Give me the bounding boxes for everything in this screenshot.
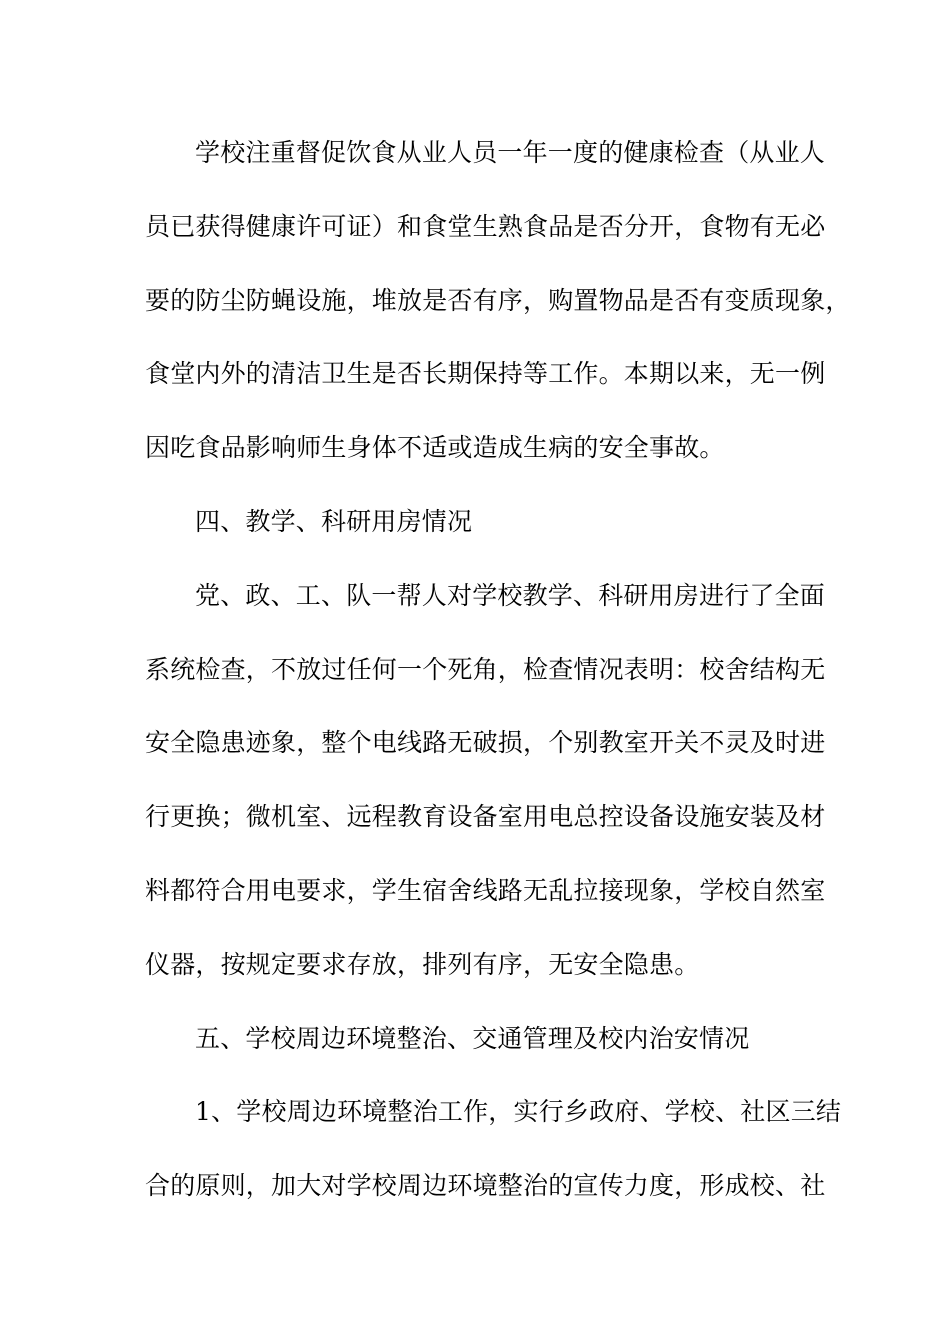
text-line: 料都符合用电要求，学生宿舍线路无乱拉接现象，学校自然室 (145, 875, 826, 905)
text-line: 系统检查，不放过任何一个死角，检查情况表明：校舍结构无 (145, 654, 826, 684)
text-line: 合的原则，加大对学校周边环境整治的宣传力度，形成校、社 (145, 1171, 826, 1201)
text-line: 仪器，按规定要求存放，排列有序，无安全隐患。 (145, 949, 700, 979)
text-line: 员已获得健康许可证）和食堂生熟食品是否分开，食物有无必 (145, 211, 826, 241)
text-line: 学校注重督促饮食从业人员一年一度的健康检查（从业人 (195, 138, 826, 167)
text-line: 要的防尘防蝇设施，堆放是否有序，购置物品是否有变质现象， (145, 285, 851, 315)
document-body (145, 133, 851, 1240)
text-line: 行更换；微机室、远程教育设备室用电总控设备设施安装及材 (145, 802, 826, 832)
section-heading: 五、学校周边环境整治、交通管理及校内治安情况 (195, 1023, 750, 1053)
text-line: 因吃食品影响师生身体不适或造成生病的安全事故。 (145, 433, 725, 463)
text-line: 安全隐患迹象，整个电线路无破损，个别教室开关不灵及时进 (145, 728, 826, 758)
section-heading: 四、教学、科研用房情况 (195, 506, 473, 536)
text-line: 1、学校周边环境整治工作，实行乡政府、学校、社区三结 (195, 1097, 842, 1127)
text-line: 食堂内外的清洁卫生是否长期保持等工作。本期以来，无一例 (145, 359, 826, 389)
text-line: 党、政、工、队一帮人对学校教学、科研用房进行了全面 (195, 580, 826, 610)
